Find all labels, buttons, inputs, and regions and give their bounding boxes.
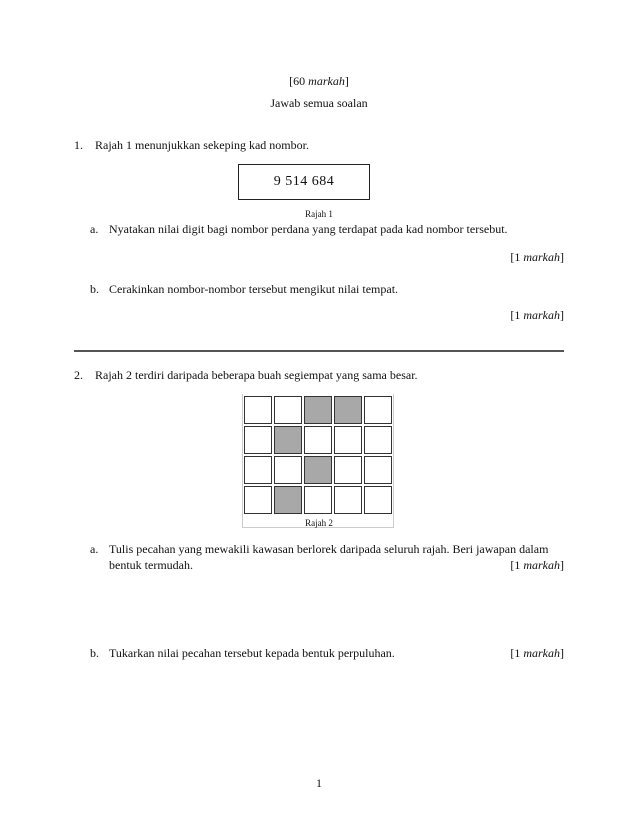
q2b-letter: b. — [90, 646, 99, 660]
grid-cell — [364, 456, 392, 484]
grid-cell — [274, 456, 302, 484]
q2a-mark-close: ] — [560, 558, 564, 572]
marks-word: markah — [308, 74, 345, 88]
shaded-cell — [304, 396, 332, 424]
grid-cell — [364, 486, 392, 514]
shaded-cell — [304, 456, 332, 484]
q2a-letter: a. — [90, 542, 99, 556]
grid-cell — [334, 426, 362, 454]
q1-text: Rajah 1 menunjukkan sekeping kad nombor. — [95, 138, 309, 152]
grid-cell — [244, 426, 272, 454]
grid-cell — [244, 486, 272, 514]
q2-caption: Rajah 2 — [305, 518, 333, 528]
grid-cell — [244, 456, 272, 484]
grid-cell — [304, 426, 332, 454]
marks-open: [60 — [289, 74, 309, 88]
total-marks — [0, 74, 638, 89]
q2b-mark-word: markah — [523, 646, 560, 660]
q1b-mark-close: ] — [560, 308, 564, 322]
grid-cell — [244, 396, 272, 424]
grid-cell — [364, 426, 392, 454]
q2-text: Rajah 2 terdiri daripada beberapa buah segiempat yang sama besar. — [95, 368, 418, 382]
q2b-mark-close: ] — [560, 646, 564, 660]
q1a-letter: a. — [90, 222, 99, 236]
q1b-mark-word: markah — [523, 308, 560, 322]
q1b-letter: b. — [90, 282, 99, 296]
q1b-marks — [510, 308, 564, 323]
grid-cell — [334, 486, 362, 514]
q1-caption: Rajah 1 — [305, 209, 333, 219]
q2b-mark-open: [1 — [510, 646, 524, 660]
grid-cell — [274, 396, 302, 424]
instruction: Jawab semua soalan — [270, 96, 368, 110]
q2a-line1: Tulis pecahan yang mewakili kawasan berlorek daripada seluruh rajah. Beri jawapan dalam — [109, 542, 549, 556]
number-card-value: 9 514 684 — [273, 174, 335, 189]
q2a-line2: bentuk termudah. — [109, 558, 193, 572]
q1a-mark-open: [1 — [510, 250, 524, 264]
shaded-cell — [334, 396, 362, 424]
q1-number: 1. — [74, 138, 83, 152]
q2a-mark-word: markah — [523, 558, 560, 572]
grid-cell — [334, 456, 362, 484]
q1b-text: Cerakinkan nombor-nombor tersebut mengikut nilai tempat. — [109, 282, 399, 296]
marks-close: ] — [344, 74, 349, 88]
page-number: 1 — [316, 776, 322, 790]
grid-cell — [364, 396, 392, 424]
number-card — [238, 164, 370, 200]
q2a-marks — [510, 558, 564, 573]
q2b-marks — [510, 646, 564, 661]
shaded-cell — [274, 426, 302, 454]
q2-number: 2. — [74, 368, 83, 382]
q2b-text: Tukarkan nilai pecahan tersebut kepada bentuk perpuluhan. — [109, 646, 395, 660]
q2a-mark-open: [1 — [510, 558, 524, 572]
shaded-cell — [274, 486, 302, 514]
q1a-text: Nyatakan nilai digit bagi nombor perdana yang terdapat pada kad nombor tersebut. — [109, 222, 508, 236]
section-divider — [74, 350, 564, 352]
q1a-mark-close: ] — [560, 250, 564, 264]
q1a-mark-word: markah — [523, 250, 560, 264]
q1b-mark-open: [1 — [510, 308, 524, 322]
grid-cell — [304, 486, 332, 514]
q1a-marks — [510, 250, 564, 265]
